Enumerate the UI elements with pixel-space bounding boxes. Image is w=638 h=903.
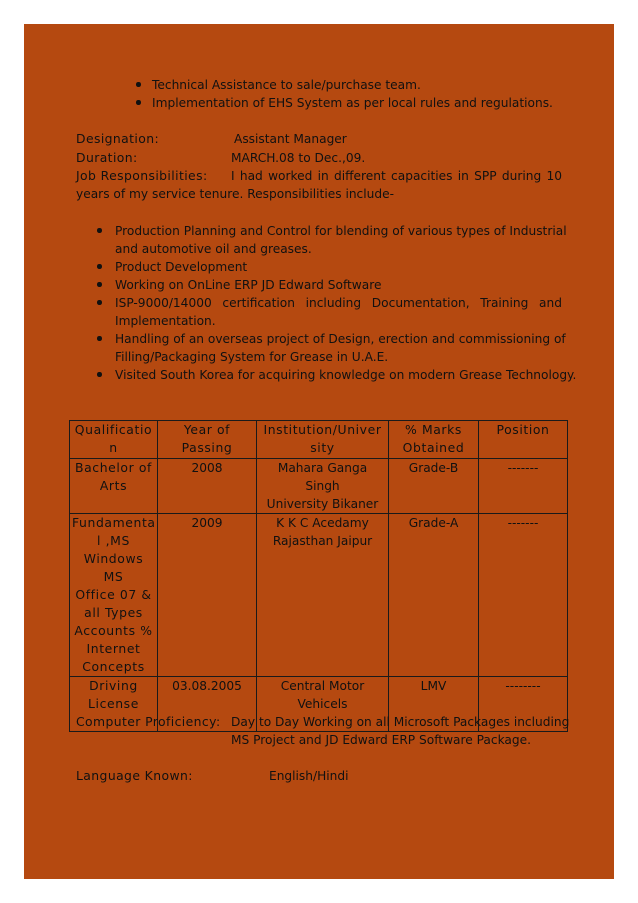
responsibility-3: Working on OnLine ERP JD Edward Software xyxy=(115,278,382,292)
duration-value: MARCH.08 to Dec.,09. xyxy=(231,151,366,165)
responsibility-4-line1: ISP-9000/14000 certification including Documentation, Training and xyxy=(115,296,562,310)
duration-label: Duration: xyxy=(76,150,138,165)
responsibility-2: Product Development xyxy=(115,260,248,274)
cell-position: ------- xyxy=(479,459,568,514)
table-row xyxy=(70,514,568,677)
cell-institution: K K C Acedamy Rajasthan Jaipur xyxy=(257,514,389,677)
responsibility-5-line1: Handling of an overseas project of Design, erection and commissioning of xyxy=(115,332,566,346)
bullet-icon xyxy=(97,228,102,233)
cell-position: ------- xyxy=(479,514,568,677)
language-label: Language Known: xyxy=(76,768,193,783)
cell-year: 2009 xyxy=(158,514,257,677)
designation-label: Designation: xyxy=(76,131,160,146)
cell-institution: Mahara Ganga Singh University Bikaner xyxy=(257,459,389,514)
responsibility-1-line1: Production Planning and Control for blending of various types of Industrial xyxy=(115,224,567,238)
bullet-icon xyxy=(97,300,102,305)
table-header-row xyxy=(70,421,568,459)
cell-qualification: Bachelor of Arts xyxy=(70,459,158,514)
cell-year: 03.08.2005 xyxy=(158,677,257,732)
header-qualification: Qualificatio n xyxy=(70,421,158,459)
responsibility-4-line2: Implementation. xyxy=(115,314,216,328)
language-value: English/Hindi xyxy=(269,769,349,783)
header-marks: % Marks Obtained xyxy=(389,421,479,459)
designation-value: Assistant Manager xyxy=(234,132,347,146)
cell-qualification: Fundamenta l ,MS Windows MS Office 07 & all Types Accounts % Internet Concepts xyxy=(70,514,158,677)
bullet-icon xyxy=(136,100,141,105)
cell-marks: Grade-B xyxy=(389,459,479,514)
computer-proficiency-line2: MS Project and JD Edward ERP Software Package. xyxy=(231,733,532,747)
bullet-icon xyxy=(97,282,102,287)
header-year: Year of Passing xyxy=(158,421,257,459)
computer-proficiency-line1: Day to Day Working on all Microsoft Packages including xyxy=(231,715,570,729)
top-bullet-1: Technical Assistance to sale/purchase team. xyxy=(152,78,421,92)
bullet-icon xyxy=(97,264,102,269)
computer-proficiency-label: Computer Proficiency: xyxy=(76,714,221,729)
cell-position: -------- xyxy=(479,677,568,732)
responsibility-1-line2: and automotive oil and greases. xyxy=(115,242,312,256)
cell-marks: Grade-A xyxy=(389,514,479,677)
job-description-line2: years of my service tenure. Responsibilities include- xyxy=(76,187,394,201)
cell-year: 2008 xyxy=(158,459,257,514)
table-row xyxy=(70,459,568,514)
bullet-icon xyxy=(97,336,102,341)
qualification-table xyxy=(69,420,568,732)
cell-qualification: Driving License xyxy=(70,677,158,732)
responsibility-6: Visited South Korea for acquiring knowledge on modern Grease Technology. xyxy=(115,368,577,382)
responsibility-5-line2: Filling/Packaging System for Grease in U.A.E. xyxy=(115,350,389,364)
bullet-icon xyxy=(136,82,141,87)
header-position: Position xyxy=(479,421,568,459)
cell-institution: Central Motor Vehicels xyxy=(257,677,389,732)
cell-marks: LMV xyxy=(389,677,479,732)
job-label: Job Responsibilities: xyxy=(76,168,208,183)
job-description-line1: I had worked in different capacities in SPP during 10 xyxy=(231,169,562,183)
bullet-icon xyxy=(97,372,102,377)
top-bullet-2: Implementation of EHS System as per local rules and regulations. xyxy=(152,96,553,110)
header-institution: Institution/Univer sity xyxy=(257,421,389,459)
